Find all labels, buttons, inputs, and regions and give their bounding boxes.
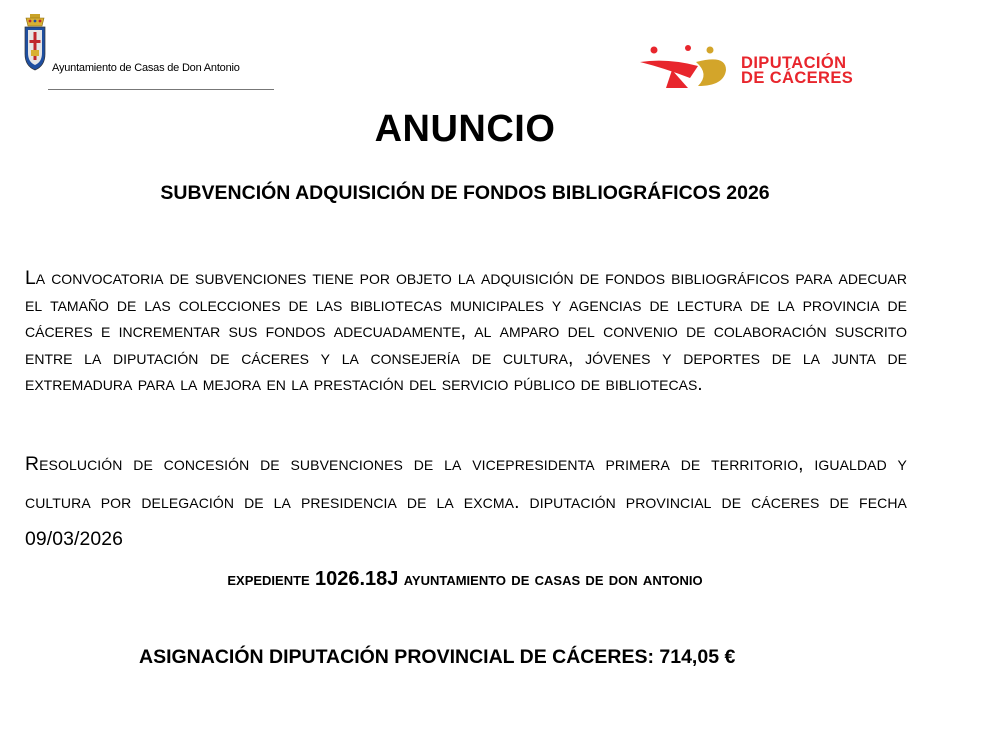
expediente-line: [0, 568, 930, 591]
resolution-paragraph: [25, 446, 907, 559]
resolution-text: Resolución de concesión de subvenciones de la vicepresidenta primera de territorio, igualdad y cultura por delegación de la presidencia de la excma. diputación provincial de cáceres de fecha: [25, 453, 907, 513]
diputacion-name: [741, 56, 853, 86]
announcement-subtitle: SUBVENCIÓN ADQUISICIÓN DE FONDOS BIBLIOGRÁFICOS 2026: [160, 182, 770, 204]
header-divider: [48, 89, 274, 90]
municipality-name: Ayuntamiento de Casas de Don Antonio: [52, 62, 240, 74]
diputacion-name-line2: DE CÁCERES: [741, 69, 854, 87]
expediente-number: 1026.18J: [315, 568, 399, 590]
diputacion-logo: [638, 44, 898, 90]
coat-of-arms-icon: [22, 14, 48, 76]
diputacion-emblem-icon: [638, 44, 730, 90]
resolution-date: 09/03/2026: [25, 528, 124, 550]
allocation-amount: ASIGNACIÓN DIPUTACIÓN PROVINCIAL DE CÁCERES: 714,05 €: [139, 646, 736, 668]
expediente-label: expediente: [227, 569, 310, 590]
purpose-paragraph: La convocatoria de subvenciones tiene por objeto la adquisición de fondos bibliográficos para adecuar el tamaño de las colecciones de las bibliotecas municipales y agencias de lectura de la provincia de cáceres e incrementar sus fondos adecuadamente, al amparo del convenio de colaboración suscrito entre la diputación de cáceres y la consejería de cultura, jóvenes y deportes de la junta de extremadura para la mejora en la prestación del servicio público de bibliotecas.: [25, 267, 907, 395]
expediente-entity: ayuntamiento de casas de don antonio: [403, 569, 703, 590]
announcement-title: ANUNCIO: [374, 108, 556, 150]
diputacion-name-line1: DIPUTACIÓN: [741, 54, 847, 72]
